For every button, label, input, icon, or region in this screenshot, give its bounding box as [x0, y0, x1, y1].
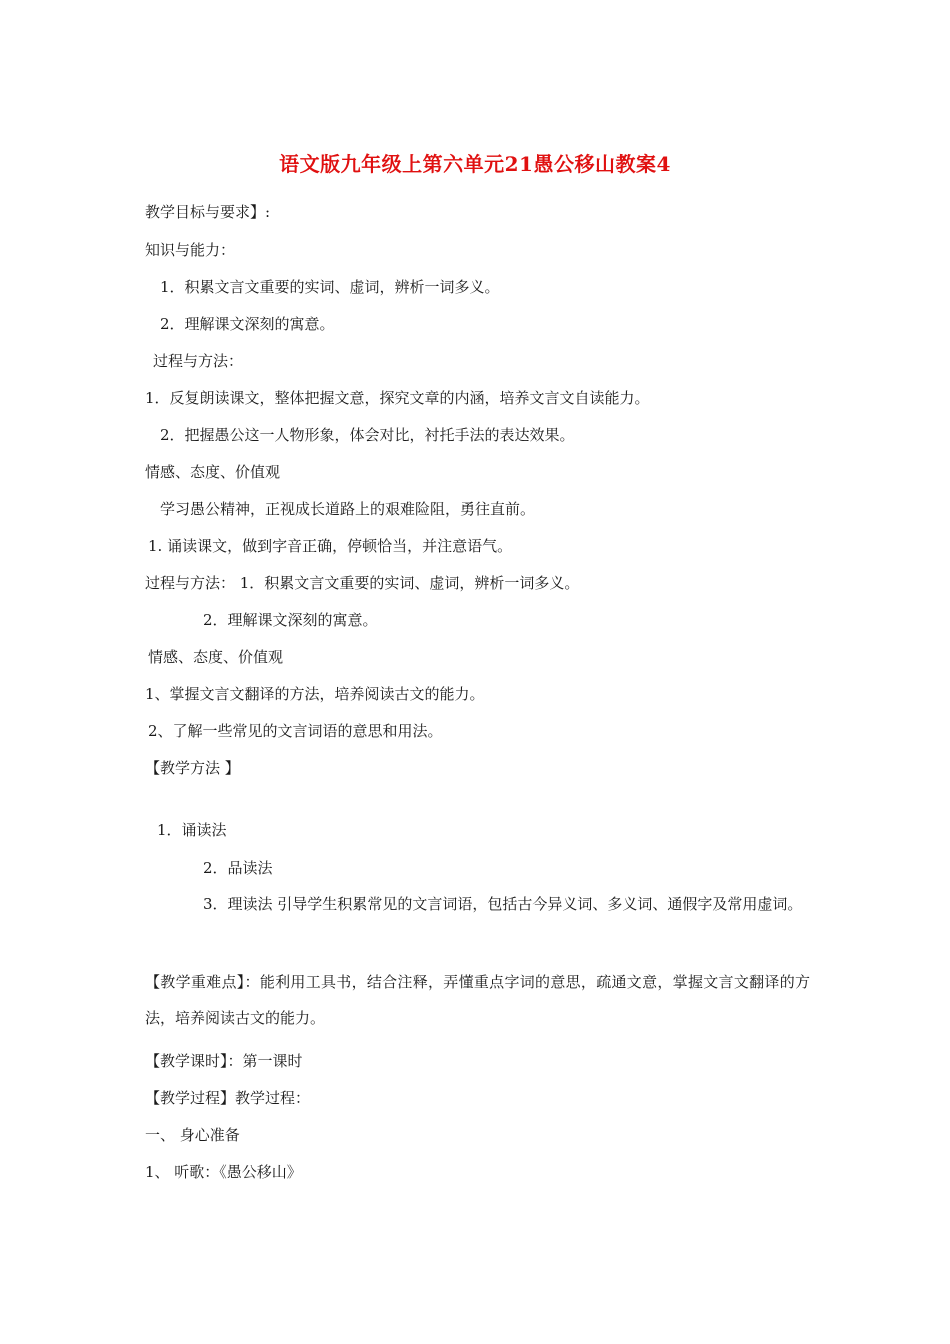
translation-item-2: 2、了解一些常见的文言词语的意思和用法。: [148, 722, 443, 740]
section-1-item-1: 1、 听歌：《愚公移山》: [145, 1163, 302, 1181]
method-item-3: 3．理读法 引导学生积累常见的文言词语，包括古今异义词、多义词、通假字及常用虚词。: [203, 895, 803, 913]
process-method-line: 过程与方法： 1．积累文言文重要的实词、虚词，辨析一词多义。: [145, 574, 580, 592]
emotion-item: 学习愚公精神，正视成长道路上的艰难险阻，勇往直前。: [160, 500, 536, 518]
knowledge-item-2: 2．理解课文深刻的寓意。: [160, 315, 335, 333]
section-1-heading: 一、 身心准备: [145, 1126, 240, 1144]
teaching-process-heading: 【教学过程】教学过程：: [145, 1089, 311, 1107]
emotion-heading-2: 情感、态度、价值观: [148, 648, 284, 666]
translation-item-1: 1、掌握文言文翻译的方法，培养阅读古文的能力。: [145, 685, 485, 703]
knowledge-item-1: 1．积累文言文重要的实词、虚词，辨析一词多义。: [160, 278, 500, 296]
document-title: 语文版九年级上第六单元21愚公移山教案4: [279, 152, 671, 176]
goals-heading: 教学目标与要求】:: [145, 203, 271, 221]
emotion-heading: 情感、态度、价值观: [145, 463, 281, 481]
method-item-1: 1．诵读法: [157, 821, 227, 839]
process-item-2: 2．把握愚公这一人物形象，体会对比，衬托手法的表达效果。: [160, 426, 575, 444]
key-difficulty-paragraph: 【教学重难点】：能利用工具书，结合注释，弄懂重点字词的意思，疏通文意，掌握文言文翻译的方法，培养阅读古文的能力。: [145, 973, 810, 1027]
process-item-1: 1．反复朗读课文，整体把握文意，探究文章的内涵，培养文言文自读能力。: [145, 389, 650, 407]
knowledge-ability-heading: 知识与能力：: [145, 241, 236, 259]
class-hours-line: 【教学课时】：第一课时: [145, 1052, 303, 1070]
reading-item: 1. 诵读课文，做到字音正确，停顿恰当，并注意语气。: [148, 537, 513, 555]
teaching-method-heading: 【教学方法 】: [145, 759, 240, 777]
method-item-2: 2．品读法: [203, 859, 273, 877]
process-method-item-2: 2．理解课文深刻的寓意。: [203, 611, 378, 629]
process-method-heading: 过程与方法：: [153, 352, 244, 370]
